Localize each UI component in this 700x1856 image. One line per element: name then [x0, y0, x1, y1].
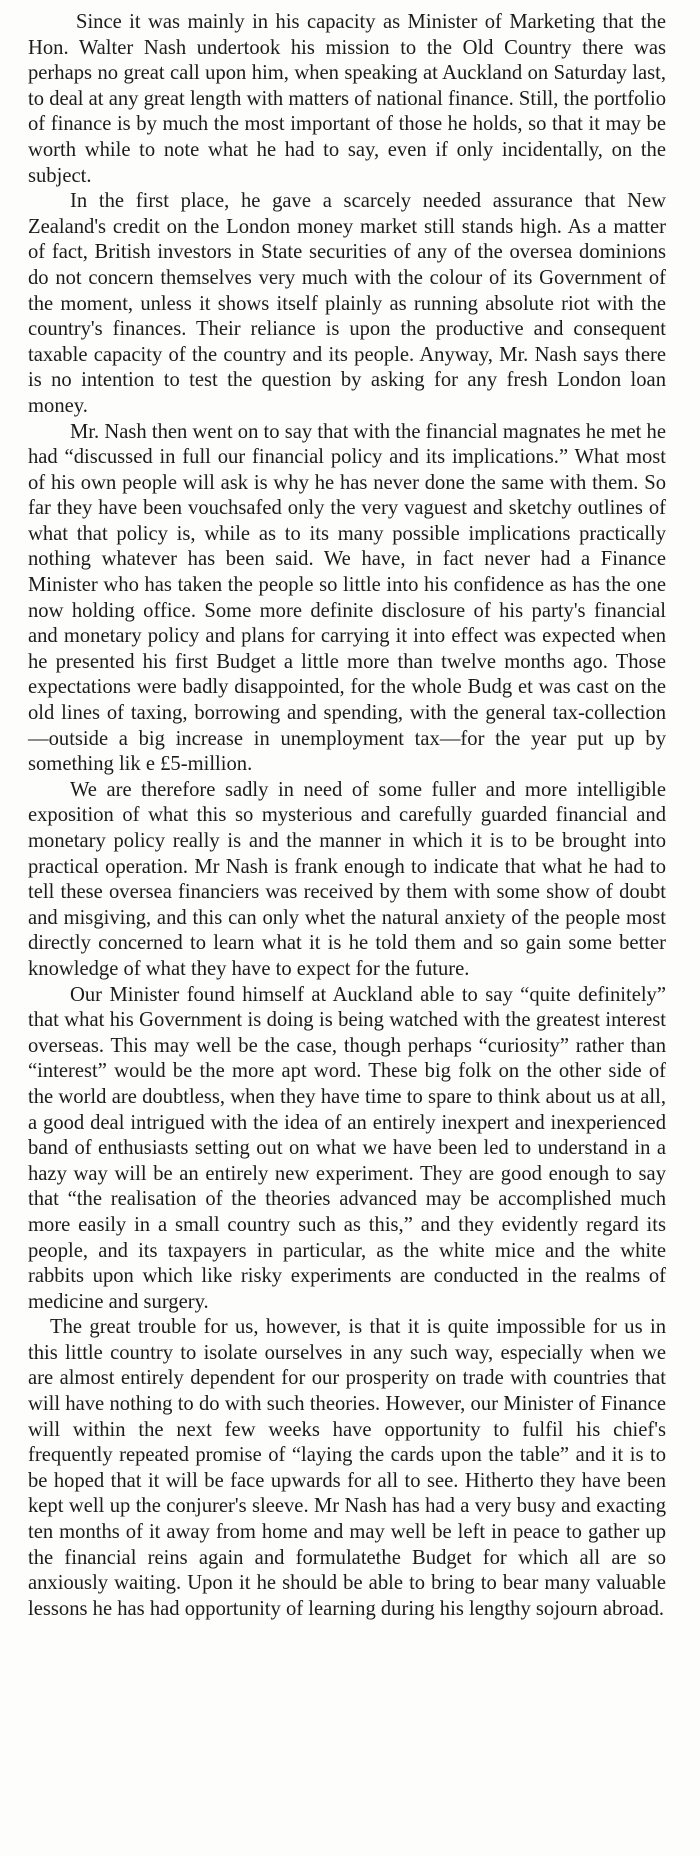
paragraph-3: Mr. Nash then went on to say that with the financial magnates he met he had “discussed in full our financial policy and its implications.” What most of his own people will ask is why he has never done the same with them. So far they have been vouchsafed only the very vaguest and sketchy outlines of what that policy is, while as to its many possible implications practically nothing whatever has been said. We have, in fact never had a Finance Minister who has taken the people so little into his confidence as has the one now holding office. Some more definite disclosure of his party's financial and monetary policy and plans for carrying it into effect was expected when he presented his first Budget a little more than twelve months ago. Those expectations were badly disappointed, for the whole Budg et was cast on the old lines of taxing, borrowing and spending, with the general tax-collection—outside a big increase in unemployment tax—for the year put up by something lik e £5-million. — [28, 420, 666, 776]
paragraph-6: The great trouble for us, however, is that it is quite impossible for us in this little country to isolate ourselves in any such way, especially when we are almost entirely dependent for our prosperity on trade with countries that will have nothing to do with such theories. However, our Minister of Finance will within the next few weeks have opportunity to fulfil his chief's frequently repeated promise of “laying the cards upon the table” and it is to be hoped that it will be face upwards for all to see. Hitherto they have been kept well up the conjurer's sleeve. Mr Nash has had a very busy and exacting ten months of it away from home and may well be left in peace to gather up the financial reins again and formulatethe Budget for which all are so anxiously waiting. Upon it he should be able to bring to bear many valuable lessons he has had opportunity of learning during his lengthy sojourn abroad. — [28, 1316, 666, 1620]
paragraph-5: Our Minister found himself at Auckland able to say “quite definitely” that what his Government is doing is being watched with the greatest interest overseas. This may well be the case, though perhaps “curiosity” rather than “interest” would be the more apt word. These big folk on the other side of the world are doubtless, when they have time to spare to think about us at all, a good deal intrigued with the idea of an entirely inexpert and inexperienced band of enthusiasts setting out on what we have been led to understand in a hazy way will be an entirely new experiment. They are good enough to say that “the realisation of the theories advanced may be accomplished much more easily in a small country such as this,” and they evidently regard its people, and its taxpayers in particular, as the white mice and the white rabbits upon which like risky experiments are conducted in the realms of medicine and surgery. — [28, 983, 666, 1313]
editorial-column — [28, 10, 666, 1622]
paragraph-2: In the first place, he gave a scarcely needed assurance that New Zealand's credit on the London money market still stands high. As a matter of fact, British investors in State securities of any of the oversea dominions do not concern themselves very much with the colour of its Government of the moment, unless it shows itself plainly as running absolute riot with the country's finances. Their reliance is upon the productive and consequent taxable capacity of the country and its people. Anyway, Mr. Nash says there is no intention to test the question by asking for any fresh London loan money. — [28, 190, 666, 417]
paragraph-1: Since it was mainly in his capacity as Minister of Marketing that the Hon. Walter Nash undertook his mission to the Old Country there was perhaps no great call upon him, when speaking at Auckland on Saturday last, to deal at any great length with matters of national finance. Still, the portfolio of finance is by much the most important of those he holds, so that it may be worth while to note what he had to say, even if only incidentally, on the subject. — [28, 11, 666, 187]
paragraph-4: We are therefore sadly in need of some fuller and more intelligible exposition of what this so mysterious and carefully guarded financial and monetary policy really is and the manner in which it is to be brought into practical operation. Mr Nash is frank enough to indicate that what he had to tell these oversea financiers was received by them with some show of doubt and misgiving, and this can only whet the natural anxiety of the people most directly concerned to learn what it is he told them and so gain some better knowledge of what they have to expect for the future. — [28, 778, 666, 980]
